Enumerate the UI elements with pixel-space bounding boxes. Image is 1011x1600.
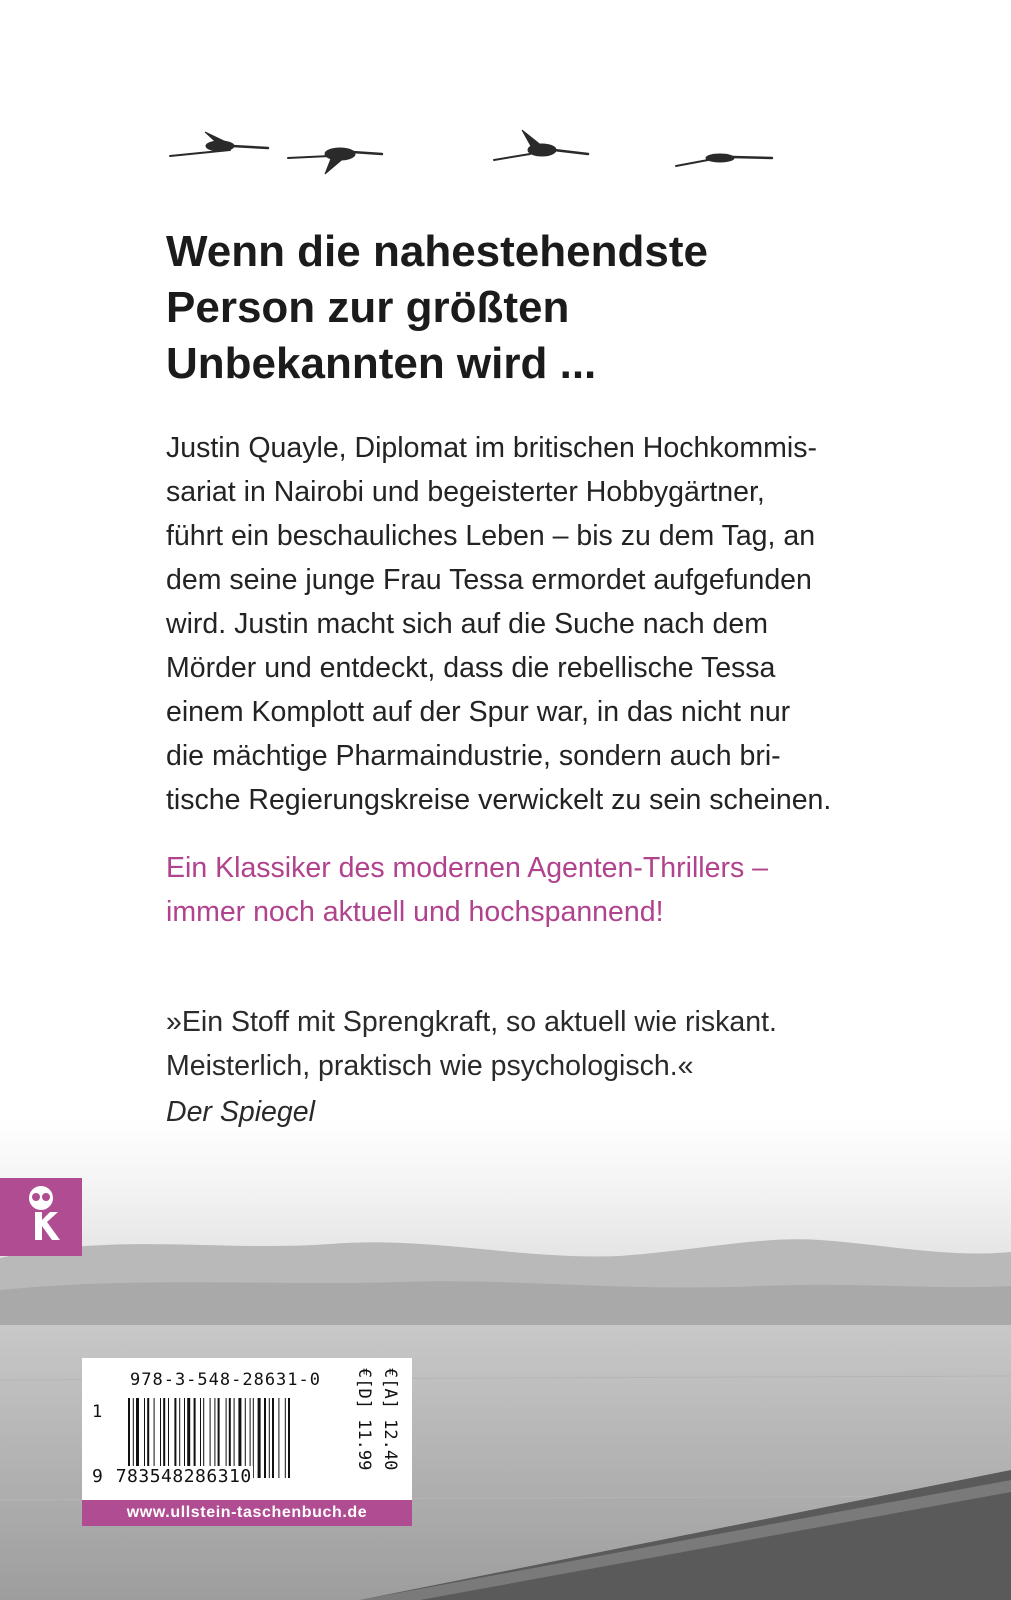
quote-line: Meisterlich, praktisch wie psychologisch.« bbox=[166, 1050, 694, 1082]
description-line: die mächtige Pharmaindustrie, sondern auch bri- bbox=[166, 740, 781, 772]
headline-line: Person zur größten bbox=[166, 283, 570, 332]
barcode-bar bbox=[264, 1398, 266, 1478]
flamingo-3 bbox=[494, 130, 588, 160]
description-line: wird. Justin macht sich auf die Suche nach dem bbox=[166, 608, 768, 640]
description-line: sariat in Nairobi und begeisterter Hobbygärtner, bbox=[166, 476, 765, 508]
publisher-logo bbox=[0, 1178, 82, 1256]
barcode-bar bbox=[253, 1398, 254, 1478]
publisher-website: www.ullstein-taschenbuch.de bbox=[82, 1500, 412, 1526]
press-quote bbox=[166, 1000, 906, 1134]
tagline bbox=[166, 846, 906, 934]
tagline-line: Ein Klassiker des modernen Agenten-Thrillers – bbox=[166, 852, 768, 884]
price-austria: €[A] 12.40 bbox=[380, 1368, 400, 1471]
barcode-bar bbox=[278, 1398, 279, 1478]
barcode-bar bbox=[272, 1398, 274, 1478]
headline-line: Unbekannten wird ... bbox=[166, 339, 597, 388]
description-line: dem seine junge Frau Tessa ermordet aufgefunden bbox=[166, 564, 812, 596]
flamingo-2 bbox=[288, 148, 382, 174]
book-description bbox=[166, 426, 906, 822]
headline bbox=[166, 224, 926, 392]
price-germany: €[D] 11.99 bbox=[354, 1368, 374, 1471]
ean-digits bbox=[92, 1466, 253, 1487]
flamingo-4 bbox=[676, 154, 772, 166]
owl-icon bbox=[0, 1178, 82, 1256]
description-line: tische Regierungskreise verwickelt zu sein scheinen. bbox=[166, 784, 832, 816]
flamingos-illustration bbox=[160, 120, 800, 190]
barcode-leading-digit: 1 bbox=[92, 1402, 103, 1422]
ean-first-digit: 9 bbox=[92, 1466, 104, 1487]
tagline-line: immer noch aktuell und hochspannend! bbox=[166, 896, 664, 928]
quote-source: Der Spiegel bbox=[166, 1096, 315, 1128]
barcode-bar bbox=[258, 1398, 261, 1478]
barcode-bar bbox=[269, 1398, 270, 1478]
barcode-bar bbox=[285, 1398, 286, 1478]
description-line: einem Komplott auf der Spur war, in das nicht nur bbox=[166, 696, 791, 728]
quote-line: »Ein Stoff mit Sprengkraft, so aktuell wie riskant. bbox=[166, 1006, 777, 1038]
isbn-number: 978-3-548-28631-0 bbox=[130, 1370, 321, 1390]
description-line: führt ein beschauliches Leben – bis zu dem Tag, an bbox=[166, 520, 816, 552]
barcode-bar bbox=[288, 1398, 290, 1478]
description-line: Mörder und entdeckt, dass die rebellische Tessa bbox=[166, 652, 776, 684]
description-line: Justin Quayle, Diplomat im britischen Hochkommis- bbox=[166, 432, 817, 464]
ean-rest-digits: 783548286310 bbox=[115, 1466, 252, 1487]
headline-line: Wenn die nahestehendste bbox=[166, 227, 708, 276]
flamingo-1 bbox=[170, 132, 268, 156]
